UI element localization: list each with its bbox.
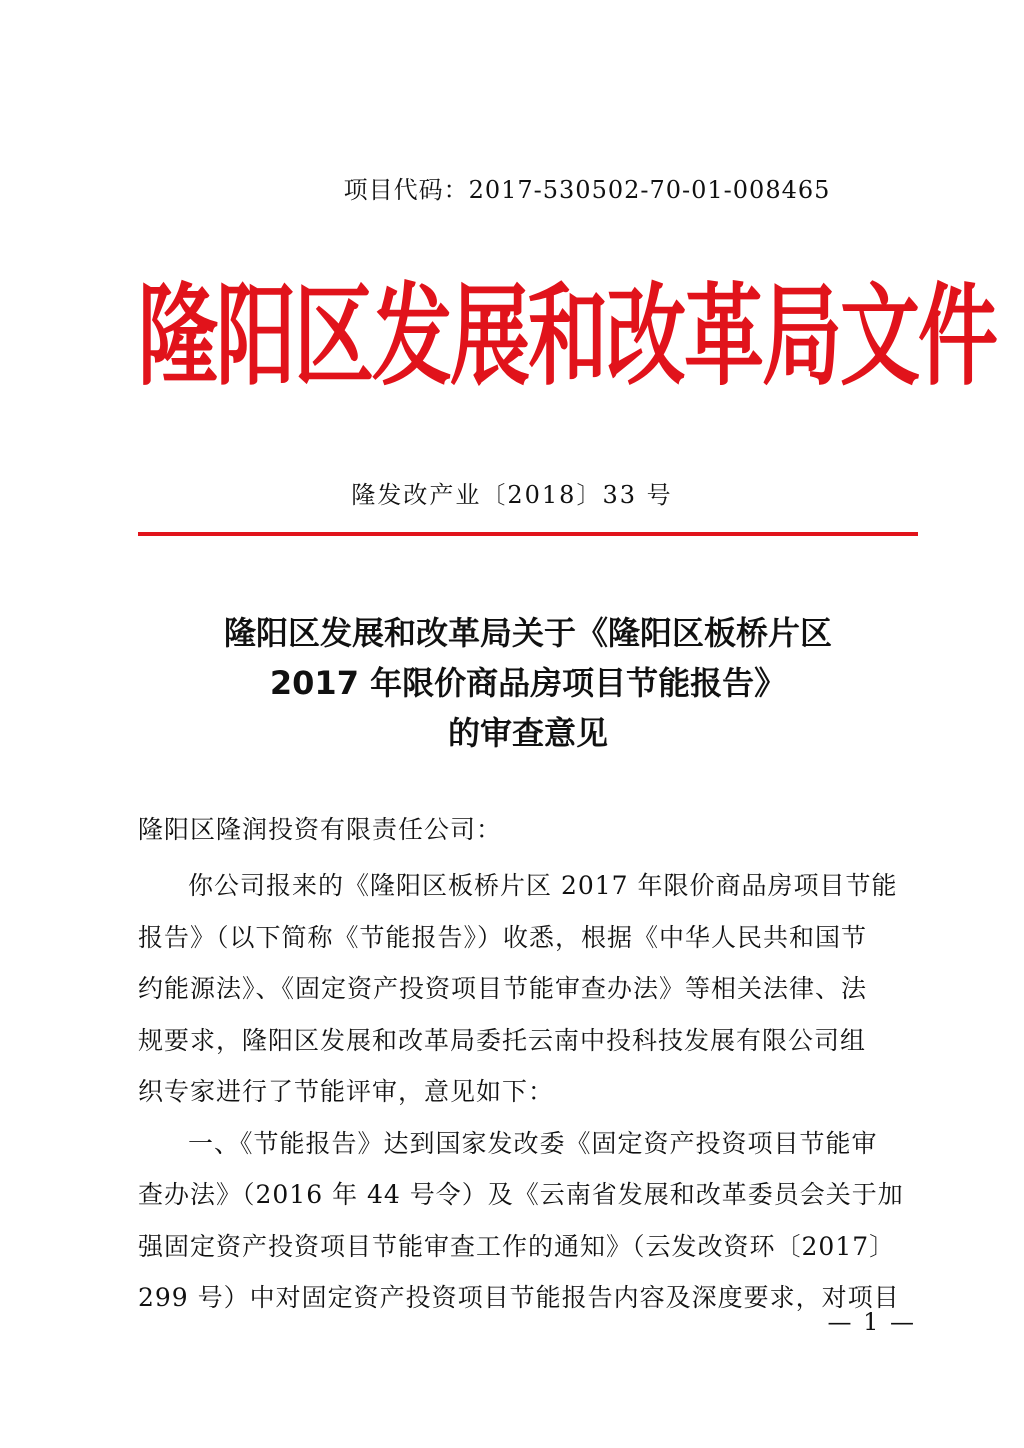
- body-text: [138, 860, 918, 1324]
- document-number: 隆发改产业〔2018〕33 号: [351, 481, 673, 509]
- body-line: 规要求，隆阳区发展和改革局委托云南中投科技发展有限公司组: [138, 1025, 867, 1055]
- body-line: 查办法》（2016 年 44 号令）及《云南省发展和改革委员会关于加: [138, 1180, 904, 1209]
- body-line: 你公司报来的《隆阳区板桥片区 2017 年限价商品房项目节能: [188, 871, 898, 900]
- body-line: 织专家进行了节能评审，意见如下：: [138, 1077, 555, 1106]
- body-line: 一、《节能报告》达到国家发改委《固定资产投资项目节能审: [188, 1128, 878, 1158]
- body-line: 报告》（以下简称《节能报告》）收悉，根据《中华人民共和国节: [138, 922, 868, 952]
- body-line: 299 号）中对固定资产投资项目节能报告内容及深度要求，对项目: [138, 1283, 900, 1312]
- body-line: 强固定资产投资项目节能审查工作的通知》（云发改资环〔2017〕: [138, 1231, 896, 1261]
- document-title: [138, 608, 918, 758]
- page-number: — 1 —: [827, 1308, 916, 1336]
- red-separator-line: [138, 532, 918, 536]
- title-line-3: 的审查意见: [447, 714, 608, 752]
- project-code: 项目代码：2017-530502-70-01-008465: [343, 176, 831, 204]
- addressee: 隆阳区隆润投资有限责任公司：: [138, 815, 503, 844]
- document-header: 隆阳区发展和改革局文件: [138, 272, 996, 401]
- title-line-1: 隆阳区发展和改革局关于《隆阳区板桥片区: [223, 614, 832, 652]
- body-line: 约能源法》、《固定资产投资项目节能审查办法》等相关法律、法: [138, 974, 868, 1003]
- title-line-2: 2017 年限价商品房项目节能报告》: [269, 664, 787, 702]
